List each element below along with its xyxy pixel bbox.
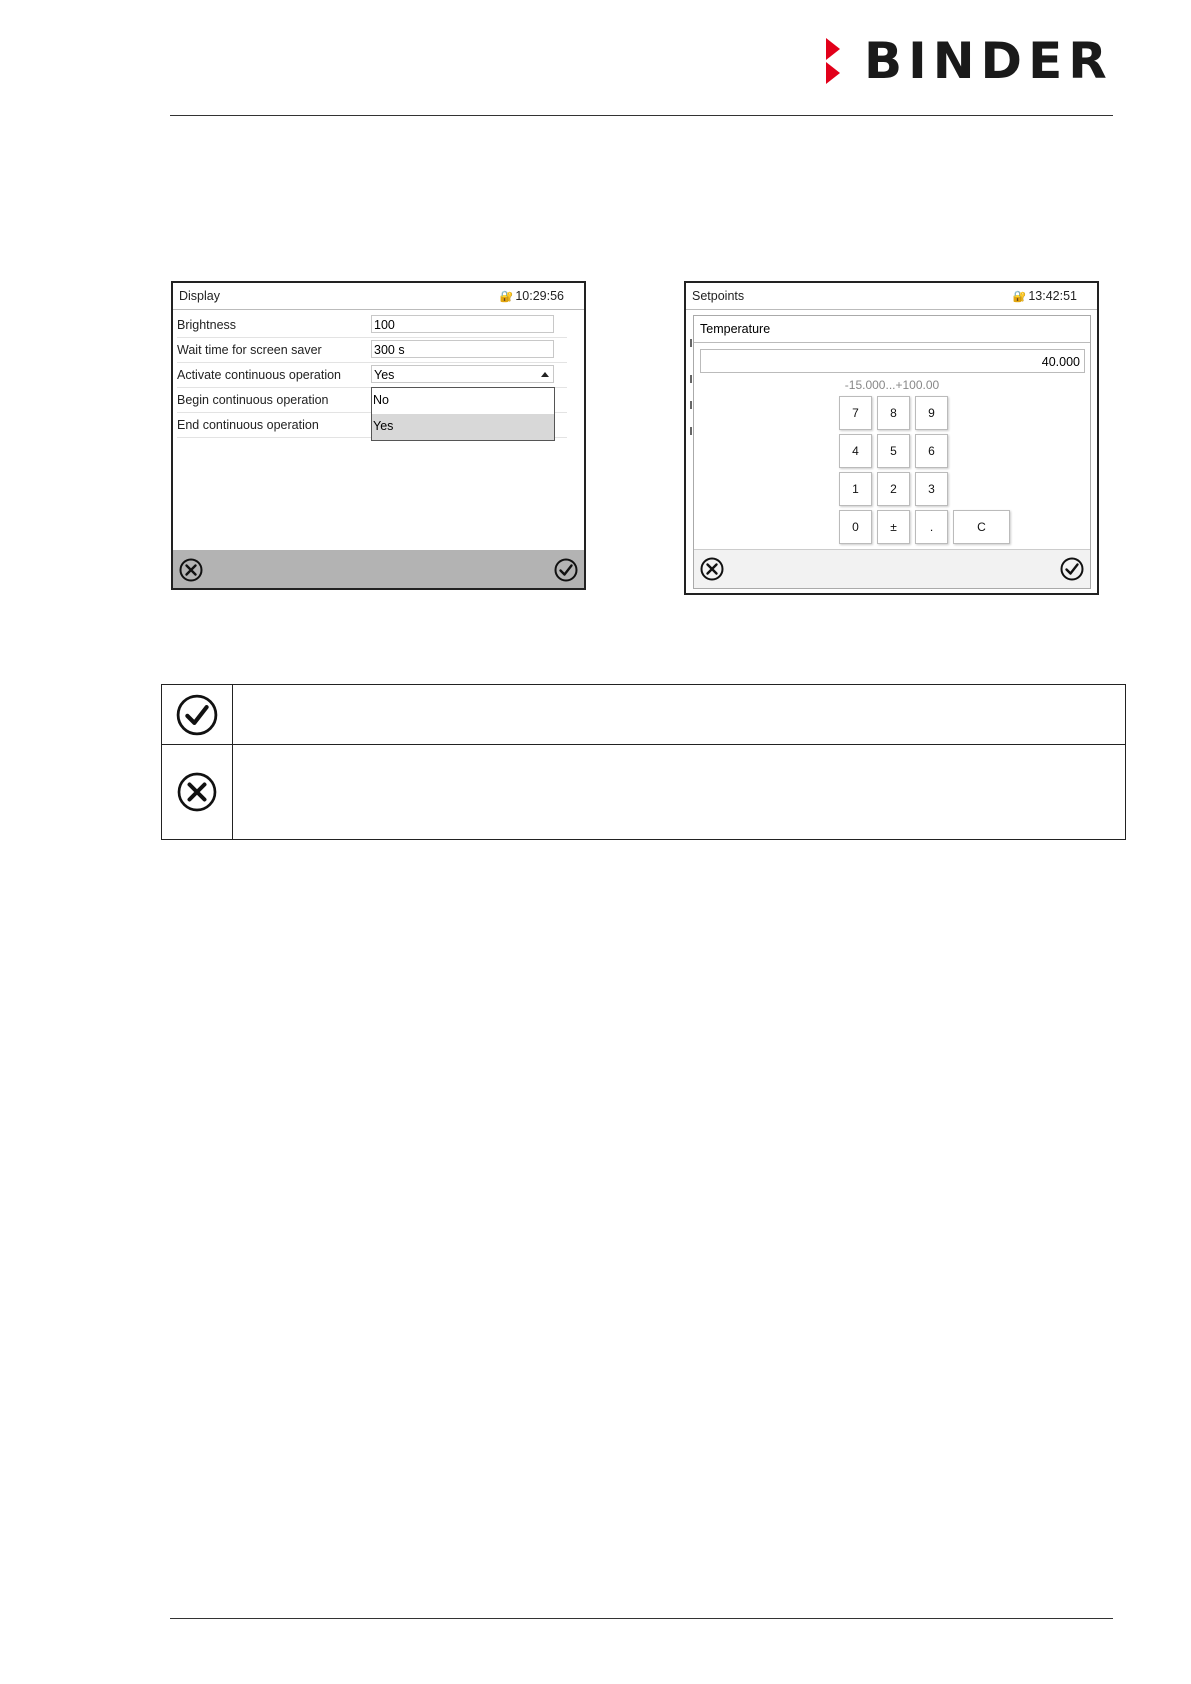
setting-row-screensaver [177, 337, 567, 363]
legend-icon-cell [162, 745, 233, 840]
key-clear[interactable]: C [953, 510, 1010, 544]
value-entry-dialog [693, 315, 1091, 589]
continuous-operation-select[interactable] [371, 365, 554, 383]
binder-logo-mark [824, 38, 860, 84]
key-4[interactable]: 4 [839, 434, 872, 468]
value-range: -15.000...+100.00 [844, 378, 940, 392]
screen-title: Setpoints [692, 289, 745, 303]
background-edge-mark [690, 427, 692, 435]
setting-label: Begin continuous operation [177, 393, 329, 407]
setting-row-brightness [177, 312, 567, 338]
setting-label: Activate continuous operation [177, 368, 341, 382]
footer-rule [170, 1618, 1113, 1619]
select-value: Yes [374, 368, 395, 382]
lock-icon: 🔐 [499, 291, 514, 303]
background-edge-mark [690, 339, 692, 347]
brand-name: BINDER [864, 32, 1113, 90]
cancel-x-icon[interactable] [179, 558, 203, 582]
dropdown-option-no[interactable]: No [373, 393, 389, 407]
display-settings-screen [171, 281, 586, 590]
setting-label: Brightness [177, 318, 237, 332]
confirm-check-icon [176, 694, 218, 736]
setting-label: Wait time for screen saver [177, 343, 322, 357]
key-7[interactable]: 7 [839, 396, 872, 430]
background-edge-mark [690, 401, 692, 409]
legend-row-cancel [162, 745, 1126, 840]
confirm-check-icon[interactable] [554, 558, 578, 582]
key-plus-minus[interactable]: ± [877, 510, 910, 544]
key-3[interactable]: 3 [915, 472, 948, 506]
dropdown-option-yes[interactable]: Yes [372, 414, 554, 440]
clock [500, 289, 564, 303]
binder-logo [824, 32, 1114, 90]
clock [1013, 289, 1077, 303]
dialog-title: Temperature [700, 322, 771, 336]
key-6[interactable]: 6 [915, 434, 948, 468]
key-1[interactable]: 1 [839, 472, 872, 506]
icon-legend-table [161, 684, 1126, 840]
key-0[interactable]: 0 [839, 510, 872, 544]
brightness-input[interactable]: 100 [371, 315, 554, 333]
dropdown-arrow-icon[interactable] [541, 372, 549, 377]
key-decimal[interactable]: . [915, 510, 948, 544]
setting-row-continuous-operation [177, 362, 567, 388]
setpoints-screen [684, 281, 1099, 595]
legend-description [233, 685, 1126, 745]
key-2[interactable]: 2 [877, 472, 910, 506]
screensaver-wait-input[interactable]: 300 s [371, 340, 554, 358]
dialog-footer [694, 549, 1090, 588]
screen-footer [173, 550, 584, 588]
cancel-x-icon[interactable] [700, 557, 724, 581]
clock-time: 13:42:51 [1028, 289, 1077, 303]
cancel-x-icon [177, 772, 217, 812]
screen-title: Display [179, 289, 220, 303]
dialog-title-bar [694, 316, 1090, 343]
lock-icon: 🔐 [1012, 291, 1027, 303]
legend-icon-cell [162, 685, 233, 745]
screen-header [686, 283, 1097, 310]
clock-time: 10:29:56 [515, 289, 564, 303]
continuous-operation-dropdown [371, 387, 555, 441]
key-5[interactable]: 5 [877, 434, 910, 468]
key-8[interactable]: 8 [877, 396, 910, 430]
temperature-value-input[interactable]: 40.000 [700, 349, 1085, 373]
key-9[interactable]: 9 [915, 396, 948, 430]
screen-header [173, 283, 584, 310]
setting-label: End continuous operation [177, 418, 319, 432]
legend-row-confirm [162, 685, 1126, 745]
header-rule [170, 115, 1113, 116]
legend-description [233, 745, 1126, 840]
background-edge-mark [690, 375, 692, 383]
confirm-check-icon[interactable] [1060, 557, 1084, 581]
